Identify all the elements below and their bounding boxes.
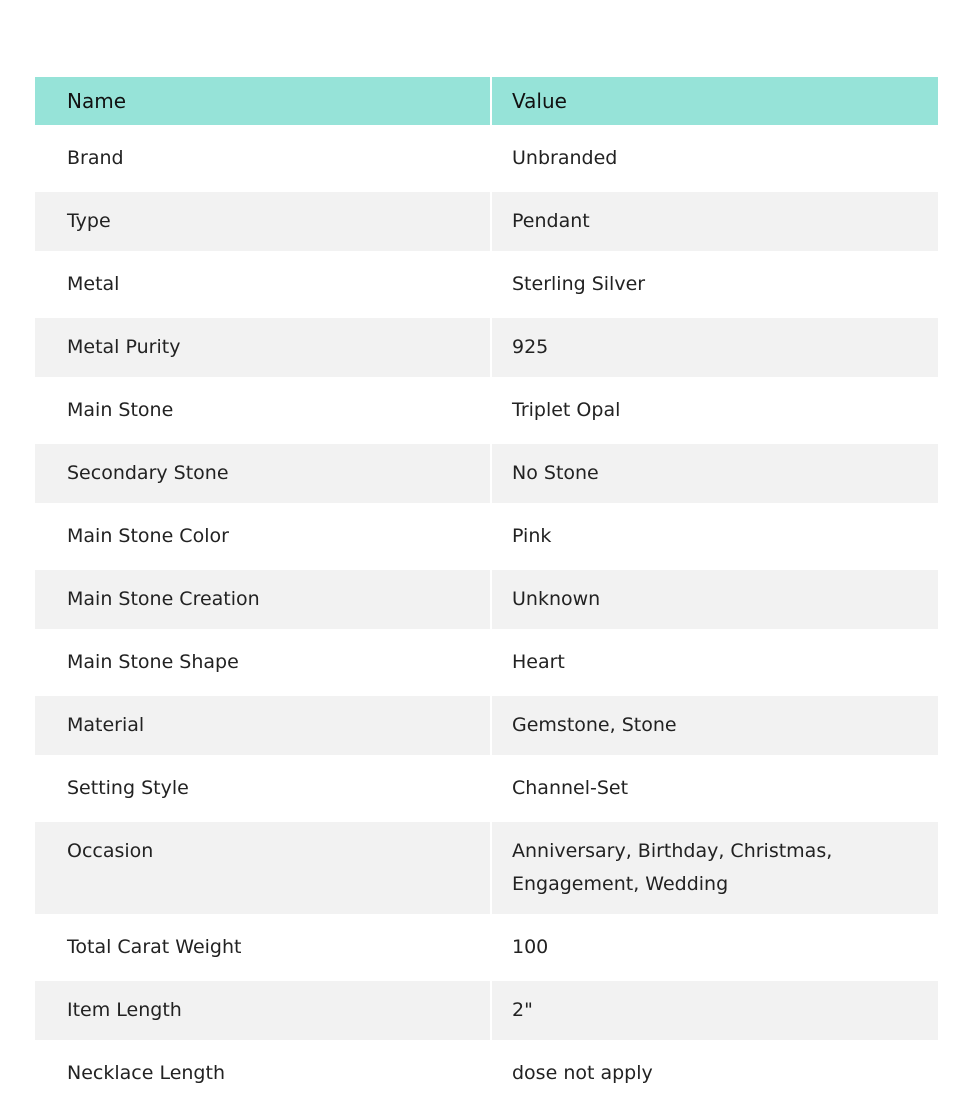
table-row	[35, 818, 938, 914]
column-header-value: Value	[490, 77, 938, 125]
row-name-cell: Main Stone	[35, 377, 490, 440]
row-name-cell: Occasion	[35, 818, 490, 914]
row-value-cell: Sterling Silver	[490, 251, 938, 314]
row-value-cell: 925	[490, 314, 938, 377]
table-row	[35, 755, 938, 818]
table-row	[35, 251, 938, 314]
row-value-cell: Unknown	[490, 566, 938, 629]
item-specifics-table	[35, 77, 938, 1103]
row-name-cell: Metal	[35, 251, 490, 314]
row-name-cell: Setting Style	[35, 755, 490, 818]
row-name-cell: Item Length	[35, 977, 490, 1040]
row-value-cell: 2"	[490, 977, 938, 1040]
table-row	[35, 314, 938, 377]
row-name-cell: Main Stone Color	[35, 503, 490, 566]
table-row	[35, 503, 938, 566]
table-row	[35, 125, 938, 188]
row-name-cell: Necklace Length	[35, 1040, 490, 1103]
row-value-cell: 100	[490, 914, 938, 977]
column-header-name: Name	[35, 77, 490, 125]
table-row	[35, 188, 938, 251]
row-name-cell: Main Stone Creation	[35, 566, 490, 629]
table-row	[35, 377, 938, 440]
row-value-cell: Anniversary, Birthday, Christmas, Engagement, Wedding	[490, 818, 938, 914]
table-row	[35, 914, 938, 977]
row-value-cell: Pink	[490, 503, 938, 566]
table-row	[35, 692, 938, 755]
row-name-cell: Main Stone Shape	[35, 629, 490, 692]
row-value-cell: Pendant	[490, 188, 938, 251]
table-row	[35, 440, 938, 503]
table-header-row	[35, 77, 938, 125]
row-value-cell: dose not apply	[490, 1040, 938, 1103]
row-name-cell: Total Carat Weight	[35, 914, 490, 977]
row-name-cell: Secondary Stone	[35, 440, 490, 503]
row-value-cell: Channel-Set	[490, 755, 938, 818]
row-value-cell: Heart	[490, 629, 938, 692]
row-name-cell: Type	[35, 188, 490, 251]
row-value-cell: Triplet Opal	[490, 377, 938, 440]
row-value-cell: Gemstone, Stone	[490, 692, 938, 755]
row-name-cell: Brand	[35, 125, 490, 188]
table-row	[35, 977, 938, 1040]
table-row	[35, 629, 938, 692]
row-name-cell: Metal Purity	[35, 314, 490, 377]
table-row	[35, 566, 938, 629]
row-name-cell: Material	[35, 692, 490, 755]
row-value-cell: No Stone	[490, 440, 938, 503]
row-value-cell: Unbranded	[490, 125, 938, 188]
table-row	[35, 1040, 938, 1103]
